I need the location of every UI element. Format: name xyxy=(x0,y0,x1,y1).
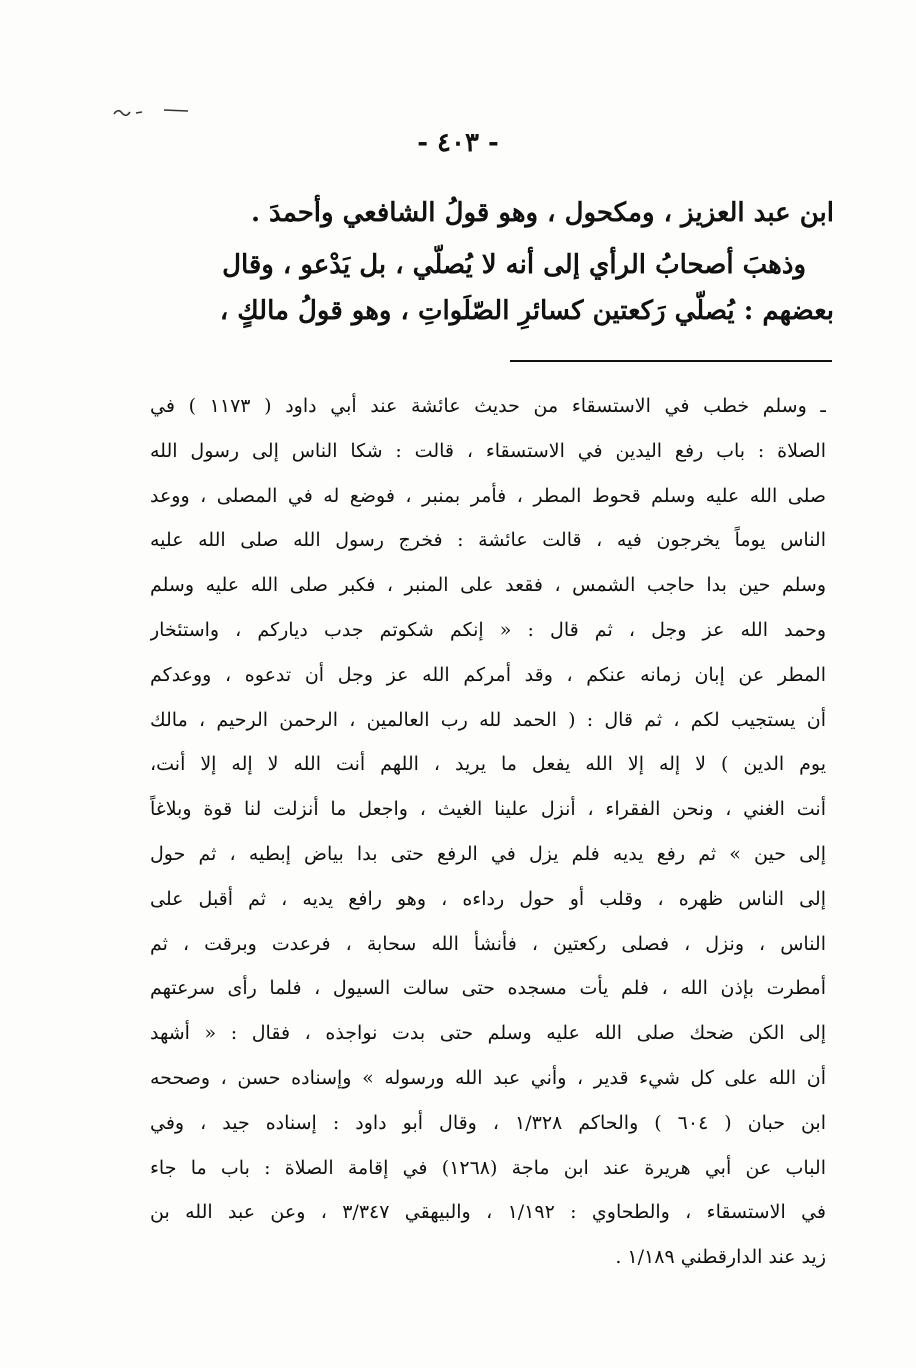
footnote-line: أنت الغني ، ونحن الفقراء ، أنزل علينا الغيث ، واجعل ما أنزلت لنا قوة وبلاغاً xyxy=(150,798,826,821)
footnote-line: وسلم حين بدا حاجب الشمس ، فقعد على المنبر ، فكبر صلى الله عليه وسلم xyxy=(150,574,826,597)
main-text-line: وذهبَ أصحابُ الرأي إلى أنه لا يُصلّي ، بل يَدْعو ، وقال xyxy=(222,250,806,280)
footnote-line: الباب عن أبي هريرة عند ابن ماجة (١٢٦٨) في إقامة الصلاة : باب ما جاء xyxy=(150,1156,826,1179)
footnote-line: يوم الدين ) لا إله إلا الله يفعل ما يريد ، اللهم أنت الله لا إله إلا أنت، xyxy=(150,753,826,776)
footnote-text xyxy=(150,384,826,1280)
footnote-line: في الاستسقاء ، والطحاوي : ١/١٩٢ ، والبيهقي ٣/٣٤٧ ، وعن عبد الله بن xyxy=(150,1201,826,1224)
footnote-line: ـ وسلم خطب في الاستسقاء من حديث عائشة عند أبي داود ( ١١٧٣ ) في xyxy=(150,395,826,417)
footnote-line: وحمد الله عز وجل ، ثم قال : « إنكم شكوتم جدب دياركم ، واستئخار xyxy=(150,618,826,641)
footnote-line: الناس ، ونزل ، فصلى ركعتين ، فأنشأ الله سحابة ، فرعدت وبرقت ، ثم xyxy=(150,932,826,955)
footnote-line: إلى الناس ظهره ، وقلب أو حول رداءه ، وهو رافع يديه ، ثم أقبل على xyxy=(150,887,826,910)
footnote-line: زيد عند الدارقطني ١/١٨٩ . xyxy=(615,1246,826,1269)
main-body-text xyxy=(166,190,834,334)
footnote-divider xyxy=(510,360,832,362)
main-text-line: ابن عبد العزيز ، ومكحول ، وهو قولُ الشافعي وأحمدَ . xyxy=(250,198,834,228)
footnote-line: أن الله على كل شيء قدير ، وأني عبد الله ورسوله » وإسناده حسن ، وصححه xyxy=(150,1066,826,1089)
corner-scan-mark xyxy=(112,104,190,118)
footnote-line: المطر عن إبان زمانه عنكم ، وقد أمركم الله عز وجل أن تدعوه ، ووعدكم xyxy=(150,663,826,686)
footnote-line: إلى حين » ثم رفع يديه فلم يزل في الرفع حتى بدا بياض إبطيه ، ثم حول xyxy=(150,842,826,865)
page-number: - ٤٠٣ - xyxy=(417,128,499,158)
footnote-line: ابن حبان ( ٦٠٤ ) والحاكم ١/٣٢٨ ، وقال أبو داود : إسناده جيد ، وفي xyxy=(150,1111,826,1134)
footnote-line: أمطرت بإذن الله ، فلم يأت مسجده حتى سالت السيول ، فلما رأى سرعتهم xyxy=(150,977,826,1000)
footnote-line: أن يستجيب لكم ، ثم قال : ( الحمد لله رب العالمين ، الرحمن الرحيم ، مالك xyxy=(150,708,826,731)
main-text-line: بعضهم : يُصلّي رَكعتين كسائرِ الصّلَواتِ ، وهو قولُ مالكٍ ، xyxy=(219,296,834,326)
footnote-line: إلى الكن ضحك صلى الله عليه وسلم حتى بدت نواجذه ، فقال : « أشهد xyxy=(150,1022,826,1045)
footnote-line: الناس يوماً يخرجون فيه ، قالت عائشة : فخرج رسول الله صلى الله عليه xyxy=(150,529,826,552)
footnote-line: الصلاة : باب رفع اليدين في الاستسقاء ، قالت : شكا الناس إلى رسول الله xyxy=(150,439,826,462)
footnote-line: صلى الله عليه وسلم قحوط المطر ، فأمر بمنبر ، فوضع له في المصلى ، ووعد xyxy=(150,484,826,507)
